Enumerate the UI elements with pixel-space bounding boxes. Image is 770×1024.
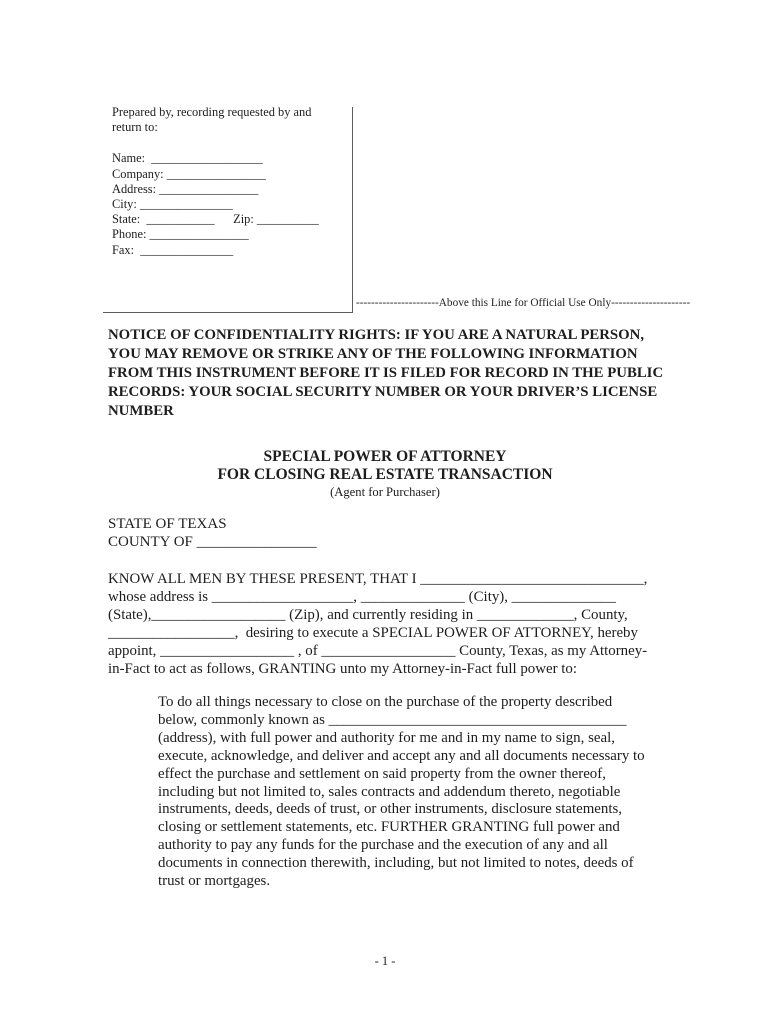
appointment-paragraph — [108, 570, 647, 678]
powers-line: including but not limited to, sales contracts and addendum thereto, negotiable — [158, 783, 621, 800]
official-use-label: ----------------------Above this Line for Official Use Only--------------------- — [356, 297, 691, 309]
notice-line: RECORDS: YOUR SOCIAL SECURITY NUMBER OR YOUR DRIVER’S LICENSE — [108, 384, 658, 400]
appointment-line: whose address is ___________________, ______________ (City), ______________ — [108, 589, 616, 605]
notice-line: NOTICE OF CONFIDENTIALITY RIGHTS: IF YOU ARE A NATURAL PERSON, — [108, 327, 645, 343]
powers-paragraph — [158, 694, 645, 891]
return-address-block — [112, 105, 319, 258]
document-title-block — [0, 448, 770, 500]
state-of-texas-line: STATE OF TEXAS — [108, 516, 227, 532]
notice-line: YOU MAY REMOVE OR STRIKE ANY OF THE FOLLOWING INFORMATION — [108, 346, 638, 362]
prepared-by-line-2: return to: — [112, 120, 158, 135]
document-title-line-2: FOR CLOSING REAL ESTATE TRANSACTION — [217, 466, 553, 483]
fax-field-line: Fax: _______________ — [112, 242, 234, 257]
county-of-line: COUNTY OF ________________ — [108, 533, 317, 550]
official-use-divider-vertical — [352, 107, 353, 313]
document-subtitle: (Agent for Purchaser) — [330, 485, 440, 499]
document-title-line-1: SPECIAL POWER OF ATTORNEY — [263, 448, 507, 465]
company-field-line: Company: ________________ — [112, 166, 266, 181]
page-number: - 1 - — [374, 954, 396, 968]
notice-line: NUMBER — [108, 403, 174, 419]
appointment-line: appoint, __________________ , of __________________ County, Texas, as my Attorney- — [108, 643, 648, 659]
confidentiality-notice — [108, 326, 663, 421]
spacer — [112, 135, 319, 151]
state-zip-field-line: State: ___________ Zip: __________ — [112, 212, 319, 227]
notice-line: FROM THIS INSTRUMENT BEFORE IT IS FILED FOR RECORD IN THE PUBLIC — [108, 365, 664, 381]
prepared-by-line-1: Prepared by, recording requested by and — [112, 105, 312, 119]
powers-line: execute, acknowledge, and deliver and accept any and all documents necessary to — [158, 747, 645, 764]
city-field-line: City: _______________ — [112, 197, 233, 212]
powers-line: (address), with full power and authority for me and in my name to sign, seal, — [158, 729, 615, 746]
appointment-line: _________________, desiring to execute a SPECIAL POWER OF ATTORNEY, hereby — [108, 625, 638, 641]
powers-line: authority to pay any funds for the purchase and the execution of any and all — [158, 837, 608, 854]
appointment-line: (State),__________________ (Zip), and currently residing in _____________, County, — [108, 607, 628, 623]
powers-line: effect the purchase and settlement on said property from the owner thereof, — [158, 765, 606, 782]
address-field-line: Address: ________________ — [112, 181, 259, 196]
powers-line: documents in connection therewith, including, but not limited to notes, deeds of — [158, 855, 634, 872]
powers-line: trust or mortgages. — [158, 873, 271, 890]
powers-line: below, commonly known as ________________________________________ — [158, 711, 627, 728]
name-field-line: Name: __________________ — [112, 151, 263, 166]
phone-field-line: Phone: ________________ — [112, 227, 249, 242]
powers-line: instruments, deeds, deeds of trust, or other instruments, disclosure statements, — [158, 801, 623, 818]
powers-line: To do all things necessary to close on the purchase of the property described — [158, 694, 613, 710]
jurisdiction-block — [108, 516, 317, 551]
powers-line: closing or settlement statements, etc. FURTHER GRANTING full power and — [158, 819, 620, 836]
appointment-line: KNOW ALL MEN BY THESE PRESENT, THAT I ______________________________, — [108, 571, 648, 587]
official-use-divider-horizontal — [103, 312, 353, 313]
appointment-line: in-Fact to act as follows, GRANTING unto my Attorney-in-Fact full power to: — [108, 661, 577, 677]
